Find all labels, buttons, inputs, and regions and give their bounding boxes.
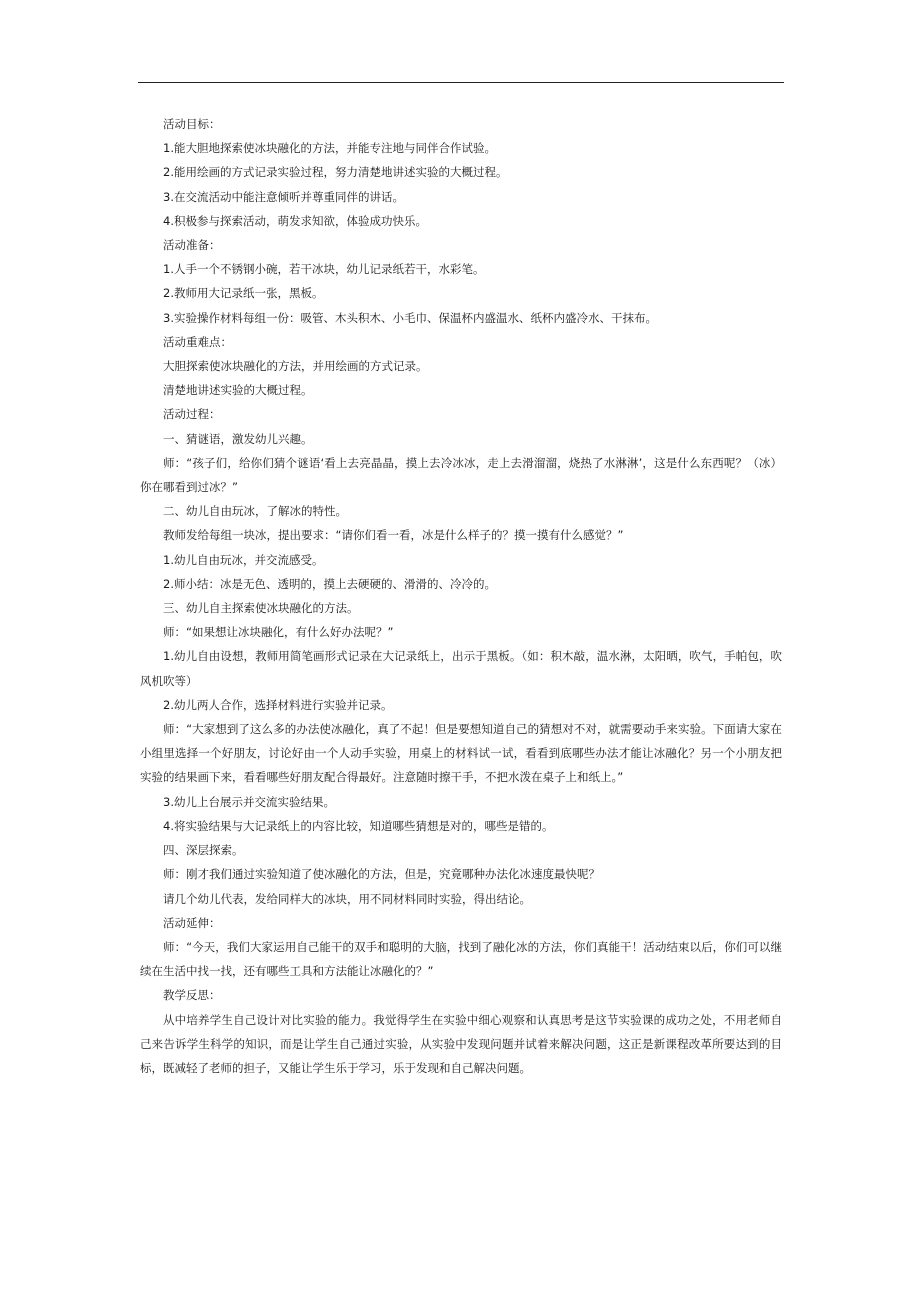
- paragraph: 活动准备：: [163, 238, 221, 253]
- paragraph: 请几个幼儿代表，发给同样大的冰块，用不同材料同时实验，得出结论。: [163, 891, 531, 906]
- paragraph: 活动延伸：: [163, 915, 221, 930]
- paragraph: 清楚地讲述实验的大概过程。: [163, 383, 313, 398]
- paragraph: 师：“如果想让冰块融化，有什么好办法呢？”: [163, 625, 394, 640]
- paragraph: 四、深层探索。: [163, 843, 244, 858]
- paragraph: 教师发给每组一块冰，提出要求：“请你们看一看，冰是什么样子的？摸一摸有什么感觉？”: [163, 528, 624, 543]
- paragraph: 大胆探索使冰块融化的方法，并用绘画的方式记录。: [163, 359, 428, 374]
- paragraph: 2.教师用大记录纸一张，黑板。: [163, 286, 324, 301]
- paragraph: 4.积极参与探索活动，萌发求知欲，体验成功快乐。: [163, 213, 427, 228]
- paragraph: 3.在交流活动中能注意倾听并尊重同伴的讲话。: [163, 189, 404, 204]
- paragraph: 从中培养学生自己设计对比实验的能力。我觉得学生在实验中细心观察和认真思考是这节实验课的成功之处，不用老师自己来告诉学生科学的知识，而是让学生自己通过实验，从实验中发现问题并试着来解决问题，这正是新课程改革所要达到的目标，既减轻了老师的担子，又能让学生乐于学习，乐于发现和自己解决问题。: [140, 1012, 782, 1075]
- paragraph: 活动目标：: [163, 117, 221, 131]
- header-rule: [138, 82, 784, 83]
- paragraph: 师：“今天，我们大家运用自己能干的双手和聪明的大脑，找到了融化冰的方法，你们真能干！活动结束以后，你们可以继续在生活中找一找，还有哪些工具和方法能让冰融化的？”: [140, 939, 782, 979]
- paragraph: 2.幼儿两人合作，选择材料进行实验并记录。: [163, 697, 393, 712]
- paragraph: 3.幼儿上台展示并交流实验结果。: [163, 794, 335, 809]
- paragraph: 活动过程：: [163, 407, 221, 422]
- paragraph: 2.师小结：冰是无色、透明的，摸上去硬硬的、滑滑的、冷冷的。: [163, 576, 496, 591]
- paragraph: 教学反思：: [163, 988, 221, 1003]
- paragraph: 师：“大家想到了这么多的办法使冰融化，真了不起！但是要想知道自己的猜想对不对，就需要动手来实验。下面请大家在小组里选择一个好朋友，讨论好由一个人动手实验，用桌上的材料试一试，看看到底哪些办法才能让冰融化？另一个小朋友把实验的结果画下来，看看哪些好朋友配合得最好。注意随时擦干手，不把水泼在桌子上和纸上。”: [140, 722, 782, 785]
- paragraph: 2.能用绘画的方式记录实验过程，努力清楚地讲述实验的大概过程。: [163, 165, 508, 180]
- paragraph: 活动重难点：: [163, 334, 232, 349]
- paragraph: 1.能大胆地探索使冰块融化的方法，并能专注地与同伴合作试验。: [163, 141, 496, 156]
- paragraph: 1.人手一个不锈钢小碗，若干冰块，幼儿记录纸若干，水彩笔。: [163, 262, 485, 277]
- paragraph: 3.实验操作材料每组一份：吸管、木头积木、小毛巾、保温杯内盛温水、纸杯内盛冷水、干抹布。: [163, 310, 657, 325]
- paragraph: 二、幼儿自由玩冰，了解冰的特性。: [163, 504, 347, 519]
- paragraph: 师：“孩子们，给你们猜个谜语‘看上去亮晶晶，摸上去冷冰冰，走上去滑溜溜，烧热了水淋淋’，这是什么东西呢？（冰）你在哪看到过冰？”: [140, 455, 782, 495]
- paragraph: 1.幼儿自由玩冰，并交流感受。: [163, 552, 324, 567]
- paragraph: 师：刚才我们通过实验知道了使冰融化的方法，但是，究竟哪种办法化冰速度最快呢？: [163, 867, 600, 882]
- paragraph: 一、猜谜语，激发幼儿兴趣。: [163, 431, 313, 446]
- paragraph: 1.幼儿自由设想，教师用简笔画形式记录在大记录纸上，出示于黑板。（如：积木敲，温水淋，太阳晒，吹气，手帕包，吹风机吹等）: [140, 649, 782, 688]
- paragraph: 4.将实验结果与大记录纸上的内容比较，知道哪些猜想是对的，哪些是错的。: [163, 818, 554, 833]
- document-body: [140, 112, 782, 1080]
- paragraph: 三、幼儿自主探索使冰块融化的方法。: [163, 601, 359, 616]
